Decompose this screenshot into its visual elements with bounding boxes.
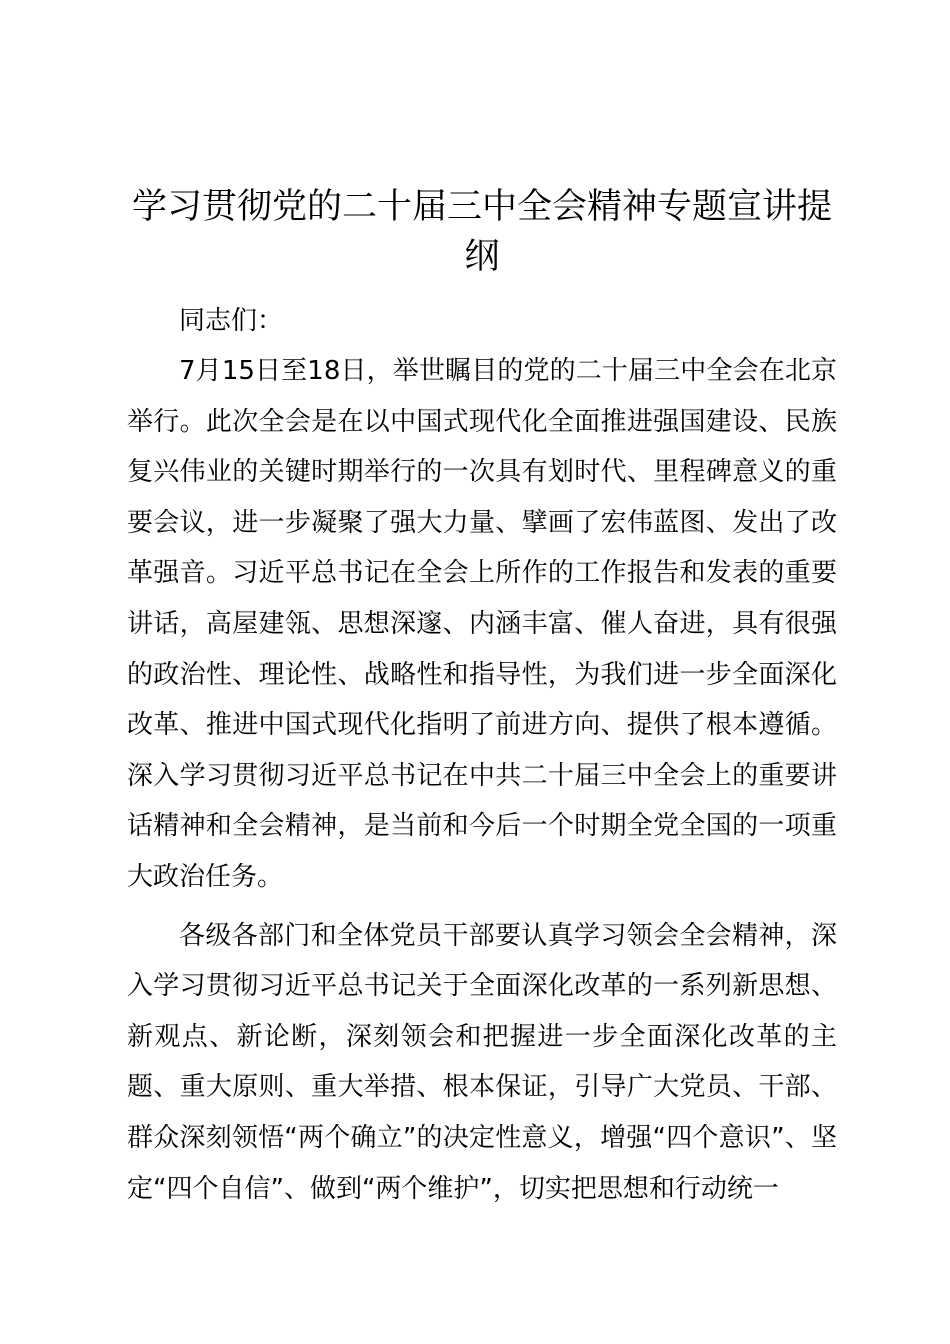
paragraph-2: 各级各部门和全体党员干部要认真学习领会全会精神，深入学习贯彻习近平总书记关于全面深化改革的一系列新思想、新观点、新论断，深刻领会和把握进一步全面深化改革的主题、重大原则、重大举措、根本保证，引导广大党员、干部、群众深刻领悟“两个确立”的决定性意义，增强“四个意识”、坚定“四个自信”、做到“两个维护”，切实把思想和行动统一 [127, 920, 837, 1204]
document-title: 学习贯彻党的二十届三中全会精神专题宣讲提纲 [131, 187, 832, 277]
document-page [127, 182, 837, 1214]
paragraph-1: 7月15日至18日，举世瞩目的党的二十届三中全会在北京举行。此次全会是在以中国式现代化全面推进强国建设、民族复兴伟业的关键时期举行的一次具有划时代、里程碑意义的重要会议，进一步凝聚了强大力量、擘画了宏伟蓝图、发出了改革强音。习近平总书记在全会上所作的工作报告和发表的重要讲话，高屋建瓴、思想深邃、内涵丰富、催人奋进，具有很强的政治性、理论性、战略性和指导性，为我们进一步全面深化改革、推进中国式现代化指明了前进方向、提供了根本遵循。深入学习贯彻习近平总书记在中共二十届三中全会上的重要讲话精神和全会精神，是当前和今后一个时期全党全国的一项重大政治任务。 [127, 356, 837, 892]
salutation: 同志们： [179, 306, 284, 336]
